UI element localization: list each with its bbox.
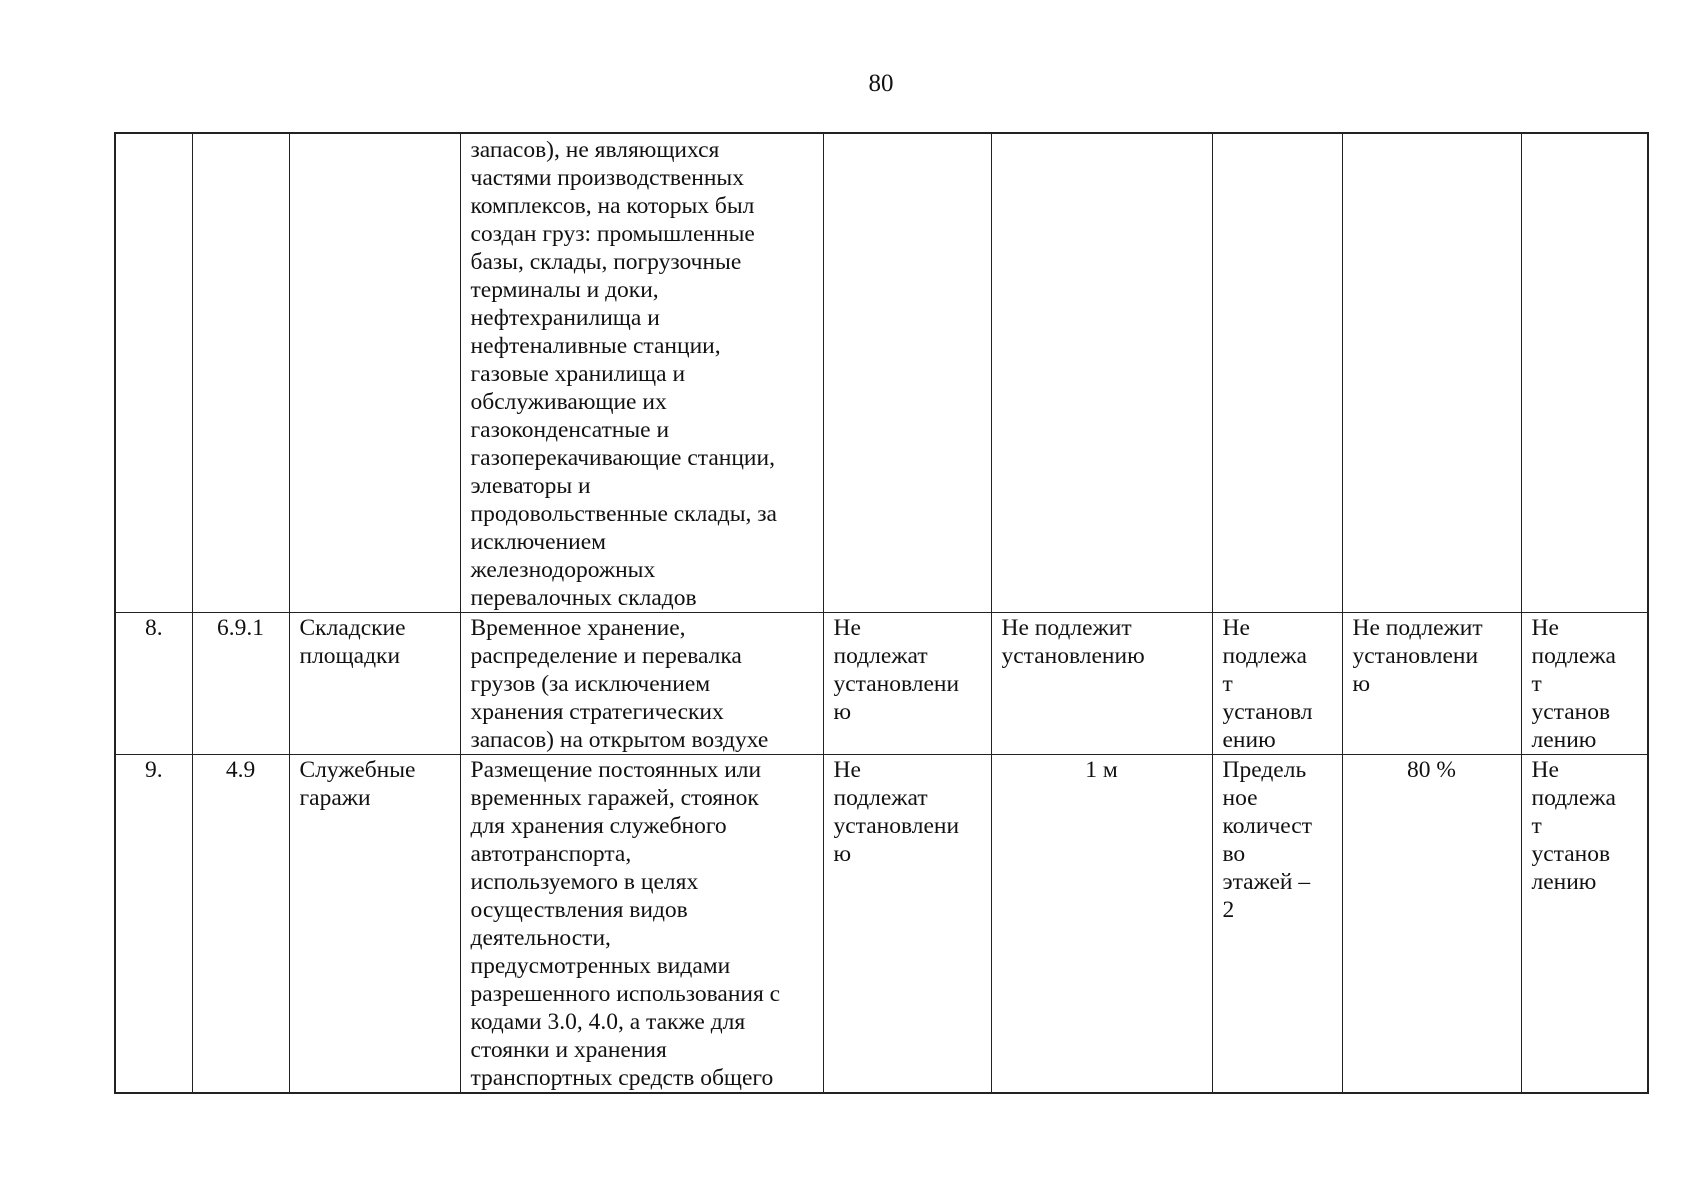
page-number: 80 — [868, 70, 894, 97]
cell-col7 — [1212, 133, 1342, 613]
cell-col5: Не подлежат установлени ю — [823, 755, 991, 1094]
cell-col9 — [1521, 133, 1648, 613]
cell-col7: Предель ное количест во этажей – 2 — [1212, 755, 1342, 1094]
cell-col5: Не подлежат установлени ю — [823, 613, 991, 755]
row-number-cell: 9. — [115, 755, 192, 1094]
code-cell: 4.9 — [192, 755, 289, 1094]
code-cell: 6.9.1 — [192, 613, 289, 755]
row-number-cell — [115, 133, 192, 613]
cell-col7: Не подлежа т установл ению — [1212, 613, 1342, 755]
cell-col5 — [823, 133, 991, 613]
cell-col6: Не подлежит установлению — [991, 613, 1212, 755]
cell-col8: Не подлежит установлени ю — [1342, 613, 1521, 755]
description-cell: запасов), не являющихся частями производственных комплексов, на которых был создан груз: промышленные базы, склады, погрузочные терминалы и доки, нефтехранилища и нефтеналивные станции, газовые хранилища и обслуживающие их газоконденсатные и газоперекачивающие станции, элеваторы и продовольственные склады, за исключением железнодорожных перевалочных складов — [460, 133, 823, 613]
cell-col8 — [1342, 133, 1521, 613]
cell-col8: 80 % — [1342, 755, 1521, 1094]
name-cell: Служебные гаражи — [289, 755, 460, 1094]
cell-col9: Не подлежа т установ лению — [1521, 613, 1648, 755]
description-cell: Размещение постоянных или временных гаражей, стоянок для хранения служебного автотранспорта, используемого в целях осуществления видов деятельности, предусмотренных видами разрешенного использования с кодами 3.0, 4.0, а также для стоянки и хранения транспортных средств общего — [460, 755, 823, 1094]
table-row-9 — [115, 755, 1648, 1094]
name-cell: Складские площадки — [289, 613, 460, 755]
cell-col6: 1 м — [991, 755, 1212, 1094]
table-row-continuation — [115, 133, 1648, 613]
description-cell: Временное хранение, распределение и перевалка грузов (за исключением хранения стратегических запасов) на открытом воздухе — [460, 613, 823, 755]
code-cell — [192, 133, 289, 613]
cell-col9: Не подлежа т установ лению — [1521, 755, 1648, 1094]
table-row-8 — [115, 613, 1648, 755]
name-cell — [289, 133, 460, 613]
cell-col6 — [991, 133, 1212, 613]
row-number-cell: 8. — [115, 613, 192, 755]
zoning-regulations-table — [114, 132, 1649, 1094]
